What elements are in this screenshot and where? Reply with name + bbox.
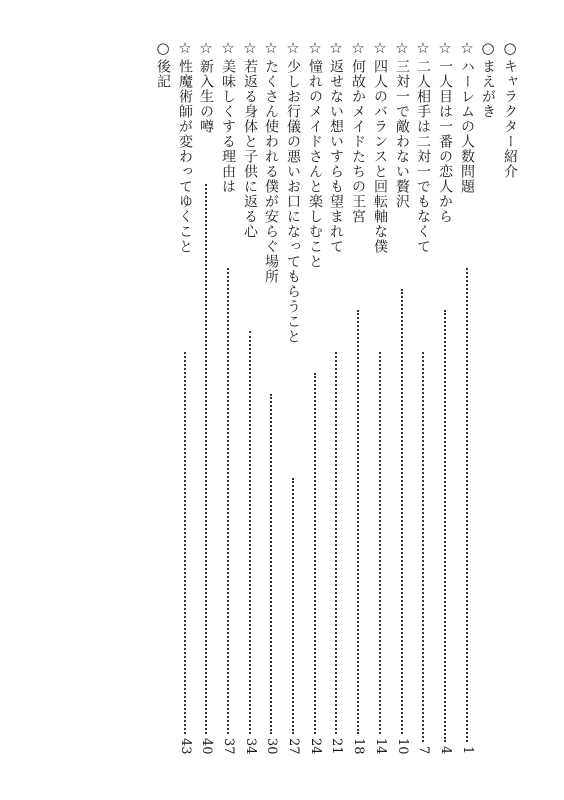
- star-icon: ☆: [460, 39, 474, 57]
- toc-title: 返せない想いすらも望まれて: [328, 59, 344, 254]
- toc-title: 美味しくする理由は: [220, 59, 236, 194]
- star-icon: ☆: [243, 39, 257, 57]
- star-icon: ☆: [416, 39, 430, 57]
- leader-dots: [335, 352, 337, 734]
- toc-title: ハーレムの人数問題: [459, 59, 475, 194]
- star-icon: ☆: [264, 39, 278, 57]
- page-number: 21: [329, 738, 344, 755]
- leader-dots: [401, 289, 403, 734]
- page-number: 7: [416, 746, 431, 755]
- toc-entry: [175, 38, 195, 766]
- page-number: 37: [221, 738, 236, 755]
- toc-entry: [261, 38, 281, 766]
- toc-entry: [218, 38, 238, 766]
- toc-entry: [500, 38, 520, 766]
- toc-entry: [240, 38, 260, 766]
- toc-entry: [348, 38, 368, 766]
- toc-entry: [283, 38, 303, 766]
- star-icon: ☆: [373, 39, 387, 57]
- leader-dots: [249, 331, 251, 734]
- toc-entry: [305, 38, 325, 766]
- page-number: 14: [373, 738, 388, 755]
- toc-title: キャラクター紹介: [502, 59, 518, 179]
- page-number: 1: [460, 746, 475, 755]
- toc-title: たくさん使われる僕が安らぐ場所: [263, 59, 279, 284]
- toc-title: 性魔術師が変わってゆくこと: [177, 59, 193, 254]
- leader-dots: [466, 268, 468, 742]
- star-icon: ☆: [286, 39, 300, 57]
- toc-entry: [457, 38, 477, 766]
- page-number: 30: [264, 738, 279, 755]
- circle-icon: ○: [481, 39, 495, 57]
- leader-dots: [270, 394, 272, 734]
- toc-title: 少しお行儀の悪いお口になってもらうこと: [285, 59, 301, 344]
- star-icon: ☆: [221, 39, 235, 57]
- star-icon: ☆: [199, 39, 213, 57]
- page-number: 40: [199, 738, 214, 755]
- toc-title: 憧れのメイドさんと楽しむこと: [307, 59, 323, 269]
- page-number: 34: [243, 738, 258, 755]
- toc-title: 一人目は一番の恋人から: [437, 59, 453, 224]
- page-number: 27: [286, 738, 301, 755]
- star-icon: ☆: [438, 39, 452, 57]
- toc-title: 新入生の噂: [198, 59, 214, 134]
- leader-dots: [444, 310, 446, 742]
- toc-title: 四人のバランスと回転軸な僕: [372, 59, 388, 254]
- toc-entry: [392, 38, 412, 766]
- leader-dots: [205, 184, 207, 734]
- circle-icon: ○: [503, 39, 517, 57]
- leader-dots: [357, 310, 359, 734]
- leader-dots: [314, 373, 316, 734]
- star-icon: ☆: [308, 39, 322, 57]
- page-number: 10: [395, 738, 410, 755]
- page-number: 4: [438, 746, 453, 755]
- toc-title: 二人相手は二対一でもなくて: [415, 59, 431, 254]
- toc-entry: [370, 38, 390, 766]
- page-number: 24: [308, 738, 323, 755]
- star-icon: ☆: [395, 39, 409, 57]
- toc-title: 何故かメイドたちの王宮: [350, 59, 366, 224]
- page-number: 43: [178, 738, 193, 755]
- toc-entry: [326, 38, 346, 766]
- leader-dots: [422, 352, 424, 742]
- toc-title: 三対一で敵わない贅沢: [394, 59, 410, 209]
- leader-dots: [184, 352, 186, 734]
- star-icon: ☆: [329, 39, 343, 57]
- toc-title: まえがき: [480, 59, 496, 119]
- toc-entry: [196, 38, 216, 766]
- leader-dots: [227, 268, 229, 734]
- toc-entry: [153, 38, 173, 766]
- toc-entry: [435, 38, 455, 766]
- star-icon: ☆: [351, 39, 365, 57]
- toc-entry: [478, 38, 498, 766]
- page-number: 18: [351, 738, 366, 755]
- leader-dots: [292, 478, 294, 734]
- circle-icon: ○: [156, 39, 170, 57]
- leader-dots: [379, 352, 381, 734]
- toc-entry: [413, 38, 433, 766]
- star-icon: ☆: [178, 39, 192, 57]
- toc-title: 後記: [155, 59, 171, 89]
- toc-title: 若返る身体と子供に返る心: [242, 59, 258, 239]
